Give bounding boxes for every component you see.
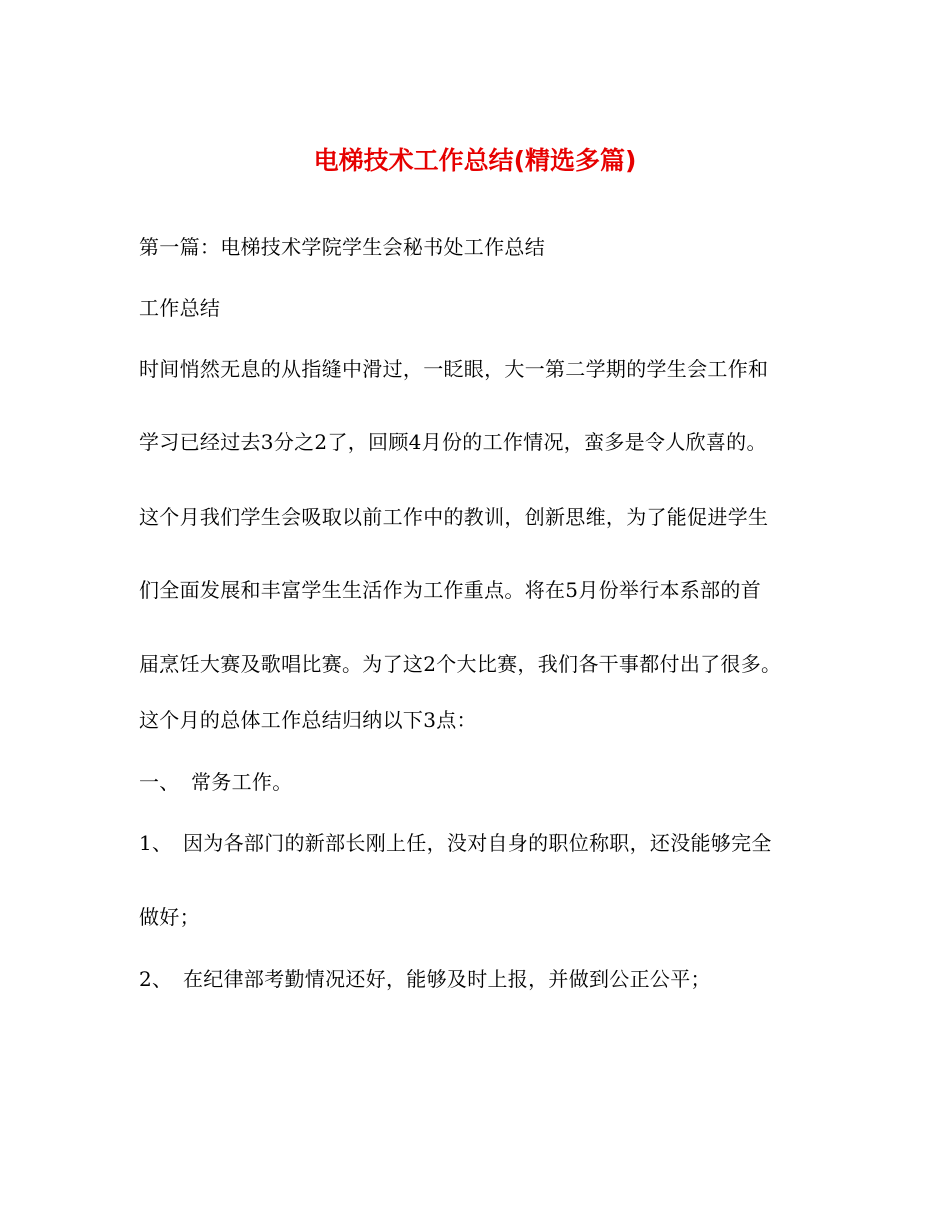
paragraph-line: 学习已经过去3分之2了，回顾4月份的工作情况，蛮多是令人欣喜的。 <box>139 430 767 454</box>
list-item-continuation: 做好； <box>139 905 200 929</box>
list-item-marker: 2、 <box>139 967 173 991</box>
list-item-text: 在纪律部考勤情况还好，能够及时上报，并做到公正公平； <box>183 967 711 991</box>
list-item <box>139 965 711 993</box>
paragraph-line: 这个月的总体工作总结归纳以下3点： <box>139 708 477 732</box>
list-item-text: 因为各部门的新部长刚上任，没对自身的职位称职，还没能够完全 <box>183 831 772 855</box>
paragraph-line: 工作总结 <box>139 296 221 320</box>
paragraph-line: 时间悄然无息的从指缝中滑过，一眨眼，大一第二学期的学生会工作和 <box>139 357 769 381</box>
section-heading <box>139 768 293 796</box>
list-item <box>139 829 772 857</box>
section-marker: 一、 <box>139 770 180 794</box>
document-title: 电梯技术工作总结(精选多篇) <box>313 146 637 175</box>
paragraph-line: 届烹饪大赛及歌唱比赛。为了这2个大比赛，我们各干事都付出了很多。 <box>139 652 782 676</box>
paragraph-line: 第一篇：电梯技术学院学生会秘书处工作总结 <box>139 235 545 259</box>
paragraph-line: 们全面发展和丰富学生生活作为工作重点。将在5月份举行本系部的首 <box>139 578 762 602</box>
section-heading-text: 常务工作。 <box>191 770 293 794</box>
paragraph-line: 这个月我们学生会吸取以前工作中的教训，创新思维，为了能促进学生 <box>139 505 769 529</box>
list-item-marker: 1、 <box>139 831 173 855</box>
